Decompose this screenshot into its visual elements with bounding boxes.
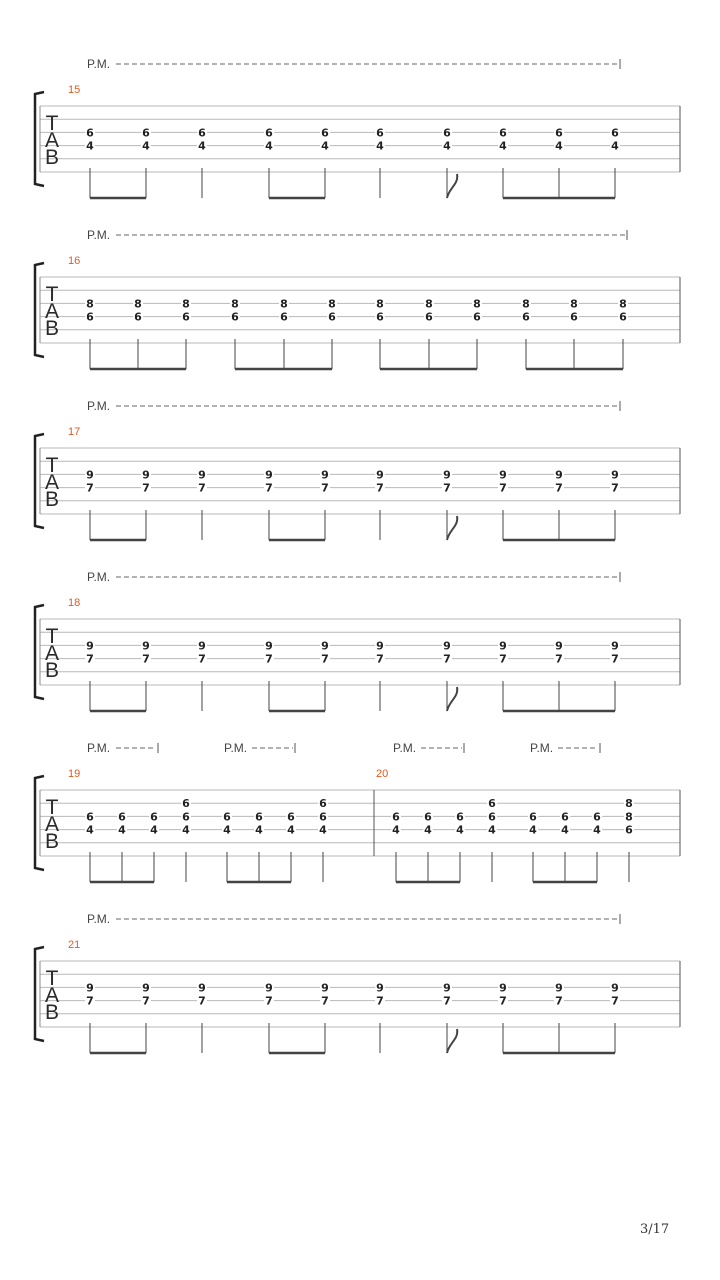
fret-number: 4 [555, 139, 563, 153]
fret-number: 6 [499, 126, 507, 140]
fret-number: 4 [255, 823, 263, 837]
fret-number: 7 [443, 481, 451, 495]
fret-number: 7 [555, 652, 563, 666]
tab-clef-letter: A [44, 471, 60, 494]
fret-number: 7 [198, 652, 206, 666]
fret-number: 8 [522, 297, 530, 311]
fret-number: 6 [280, 310, 288, 324]
palm-mute-label: P.M. [530, 741, 554, 755]
fret-number: 6 [150, 810, 158, 824]
tab-clef-letter: A [44, 300, 60, 323]
fret-number: 7 [611, 652, 619, 666]
fret-number: 9 [555, 639, 563, 653]
fret-number: 9 [499, 981, 507, 995]
tab-clef-letter: B [44, 659, 60, 682]
palm-mute-label: P.M. [87, 399, 111, 413]
tab-clef-letter: B [44, 317, 60, 340]
fret-number: 9 [499, 639, 507, 653]
fret-number: 6 [86, 810, 94, 824]
tab-clef-letter: A [44, 984, 60, 1007]
fret-number: 6 [182, 797, 190, 811]
fret-number: 6 [619, 310, 627, 324]
fret-number: 9 [265, 981, 273, 995]
fret-number: 6 [182, 810, 190, 824]
tab-clef-letter: A [44, 642, 60, 665]
fret-number: 6 [118, 810, 126, 824]
fret-number: 6 [142, 126, 150, 140]
fret-number: 7 [265, 994, 273, 1008]
tab-clef-letter: B [44, 830, 60, 853]
fret-number: 4 [198, 139, 206, 153]
fret-number: 7 [86, 481, 94, 495]
fret-number: 7 [499, 481, 507, 495]
fret-number: 6 [255, 810, 263, 824]
fret-number: 6 [522, 310, 530, 324]
fret-number: 7 [142, 994, 150, 1008]
fret-number: 8 [425, 297, 433, 311]
fret-number: 7 [265, 481, 273, 495]
fret-number: 4 [182, 823, 190, 837]
tab-staff [0, 217, 720, 377]
fret-number: 9 [376, 639, 384, 653]
fret-number: 6 [488, 810, 496, 824]
fret-number: 7 [443, 994, 451, 1008]
tab-clef-letter: T [45, 625, 59, 648]
fret-number: 6 [321, 126, 329, 140]
fret-number: 9 [443, 639, 451, 653]
fret-number: 9 [198, 981, 206, 995]
fret-number: 4 [593, 823, 601, 837]
fret-number: 9 [142, 639, 150, 653]
fret-number: 6 [473, 310, 481, 324]
tab-staff [0, 901, 720, 1061]
tab-clef-letter: T [45, 967, 59, 990]
palm-mute-label: P.M. [87, 57, 111, 71]
fret-number: 9 [86, 981, 94, 995]
fret-number: 8 [86, 297, 94, 311]
fret-number: 6 [488, 797, 496, 811]
fret-number: 8 [328, 297, 336, 311]
fret-number: 6 [425, 310, 433, 324]
palm-mute-label: P.M. [87, 228, 111, 242]
fret-number: 9 [321, 468, 329, 482]
fret-number: 6 [570, 310, 578, 324]
measure-number: 19 [68, 768, 81, 780]
fret-number: 9 [376, 981, 384, 995]
fret-number: 4 [443, 139, 451, 153]
fret-number: 6 [611, 126, 619, 140]
fret-number: 6 [198, 126, 206, 140]
fret-number: 6 [529, 810, 537, 824]
fret-number: 7 [265, 652, 273, 666]
tab-staff [0, 388, 720, 548]
fret-number: 4 [456, 823, 464, 837]
fret-number: 9 [265, 468, 273, 482]
fret-number: 6 [376, 126, 384, 140]
fret-number: 8 [619, 297, 627, 311]
tab-staff [0, 46, 720, 206]
measure-number: 18 [68, 597, 81, 609]
fret-number: 9 [555, 981, 563, 995]
fret-number: 4 [611, 139, 619, 153]
tab-clef-letter: T [45, 112, 59, 135]
fret-number: 9 [86, 639, 94, 653]
fret-number: 6 [231, 310, 239, 324]
fret-number: 9 [555, 468, 563, 482]
fret-number: 7 [321, 481, 329, 495]
fret-number: 4 [488, 823, 496, 837]
measure-number: 20 [376, 768, 389, 780]
measure-number: 17 [68, 426, 81, 438]
fret-number: 4 [223, 823, 231, 837]
fret-number: 9 [611, 468, 619, 482]
fret-number: 4 [150, 823, 158, 837]
tab-clef-letter: B [44, 146, 60, 169]
fret-number: 6 [223, 810, 231, 824]
fret-number: 4 [86, 139, 94, 153]
fret-number: 7 [376, 652, 384, 666]
fret-number: 6 [319, 810, 327, 824]
fret-number: 7 [198, 481, 206, 495]
fret-number: 7 [555, 481, 563, 495]
eighth-flag [447, 687, 457, 711]
fret-number: 6 [555, 126, 563, 140]
fret-number: 7 [86, 994, 94, 1008]
fret-number: 7 [142, 652, 150, 666]
fret-number: 9 [142, 468, 150, 482]
eighth-flag [447, 1029, 457, 1053]
fret-number: 7 [499, 994, 507, 1008]
fret-number: 4 [392, 823, 400, 837]
fret-number: 6 [625, 823, 633, 837]
tab-clef-letter: T [45, 796, 59, 819]
palm-mute-label: P.M. [87, 570, 111, 584]
fret-number: 7 [555, 994, 563, 1008]
palm-mute-label: P.M. [87, 741, 111, 755]
fret-number: 7 [86, 652, 94, 666]
fret-number: 9 [611, 981, 619, 995]
tab-staff [0, 559, 720, 719]
fret-number: 8 [376, 297, 384, 311]
fret-number: 7 [321, 652, 329, 666]
fret-number: 6 [134, 310, 142, 324]
fret-number: 9 [499, 468, 507, 482]
fret-number: 7 [198, 994, 206, 1008]
fret-number: 9 [198, 468, 206, 482]
palm-mute-label: P.M. [393, 741, 417, 755]
fret-number: 9 [265, 639, 273, 653]
fret-number: 8 [134, 297, 142, 311]
fret-number: 9 [376, 468, 384, 482]
fret-number: 9 [443, 468, 451, 482]
fret-number: 8 [280, 297, 288, 311]
fret-number: 4 [142, 139, 150, 153]
fret-number: 9 [198, 639, 206, 653]
fret-number: 4 [376, 139, 384, 153]
eighth-flag [447, 174, 457, 198]
fret-number: 6 [182, 310, 190, 324]
tab-clef-letter: T [45, 283, 59, 306]
tab-clef-letter: A [44, 129, 60, 152]
fret-number: 7 [321, 994, 329, 1008]
tab-clef-letter: B [44, 488, 60, 511]
fret-number: 4 [424, 823, 432, 837]
fret-number: 4 [499, 139, 507, 153]
fret-number: 6 [376, 310, 384, 324]
fret-number: 4 [287, 823, 295, 837]
fret-number: 6 [392, 810, 400, 824]
fret-number: 9 [443, 981, 451, 995]
fret-number: 8 [473, 297, 481, 311]
fret-number: 7 [611, 994, 619, 1008]
fret-number: 7 [142, 481, 150, 495]
fret-number: 6 [424, 810, 432, 824]
fret-number: 9 [321, 639, 329, 653]
fret-number: 7 [376, 994, 384, 1008]
fret-number: 6 [86, 126, 94, 140]
fret-number: 4 [529, 823, 537, 837]
fret-number: 8 [231, 297, 239, 311]
fret-number: 9 [611, 639, 619, 653]
fret-number: 7 [611, 481, 619, 495]
fret-number: 8 [625, 810, 633, 824]
fret-number: 7 [443, 652, 451, 666]
fret-number: 7 [376, 481, 384, 495]
measure-number: 15 [68, 84, 81, 96]
tab-clef-letter: B [44, 1001, 60, 1024]
fret-number: 4 [86, 823, 94, 837]
fret-number: 6 [443, 126, 451, 140]
palm-mute-label: P.M. [224, 741, 248, 755]
fret-number: 6 [328, 310, 336, 324]
fret-number: 7 [499, 652, 507, 666]
fret-number: 4 [265, 139, 273, 153]
fret-number: 9 [86, 468, 94, 482]
fret-number: 4 [118, 823, 126, 837]
fret-number: 4 [561, 823, 569, 837]
fret-number: 6 [456, 810, 464, 824]
measure-number: 21 [68, 939, 81, 951]
fret-number: 8 [625, 797, 633, 811]
fret-number: 4 [321, 139, 329, 153]
fret-number: 6 [319, 797, 327, 811]
fret-number: 4 [319, 823, 327, 837]
fret-number: 6 [561, 810, 569, 824]
page-number: 3/17 [640, 1222, 670, 1237]
tab-clef-letter: A [44, 813, 60, 836]
fret-number: 6 [287, 810, 295, 824]
fret-number: 6 [265, 126, 273, 140]
fret-number: 6 [593, 810, 601, 824]
fret-number: 6 [86, 310, 94, 324]
measure-number: 16 [68, 255, 81, 267]
fret-number: 8 [570, 297, 578, 311]
fret-number: 9 [321, 981, 329, 995]
fret-number: 8 [182, 297, 190, 311]
eighth-flag [447, 516, 457, 540]
palm-mute-label: P.M. [87, 912, 111, 926]
tab-staff [0, 730, 720, 890]
tab-clef-letter: T [45, 454, 59, 477]
fret-number: 9 [142, 981, 150, 995]
